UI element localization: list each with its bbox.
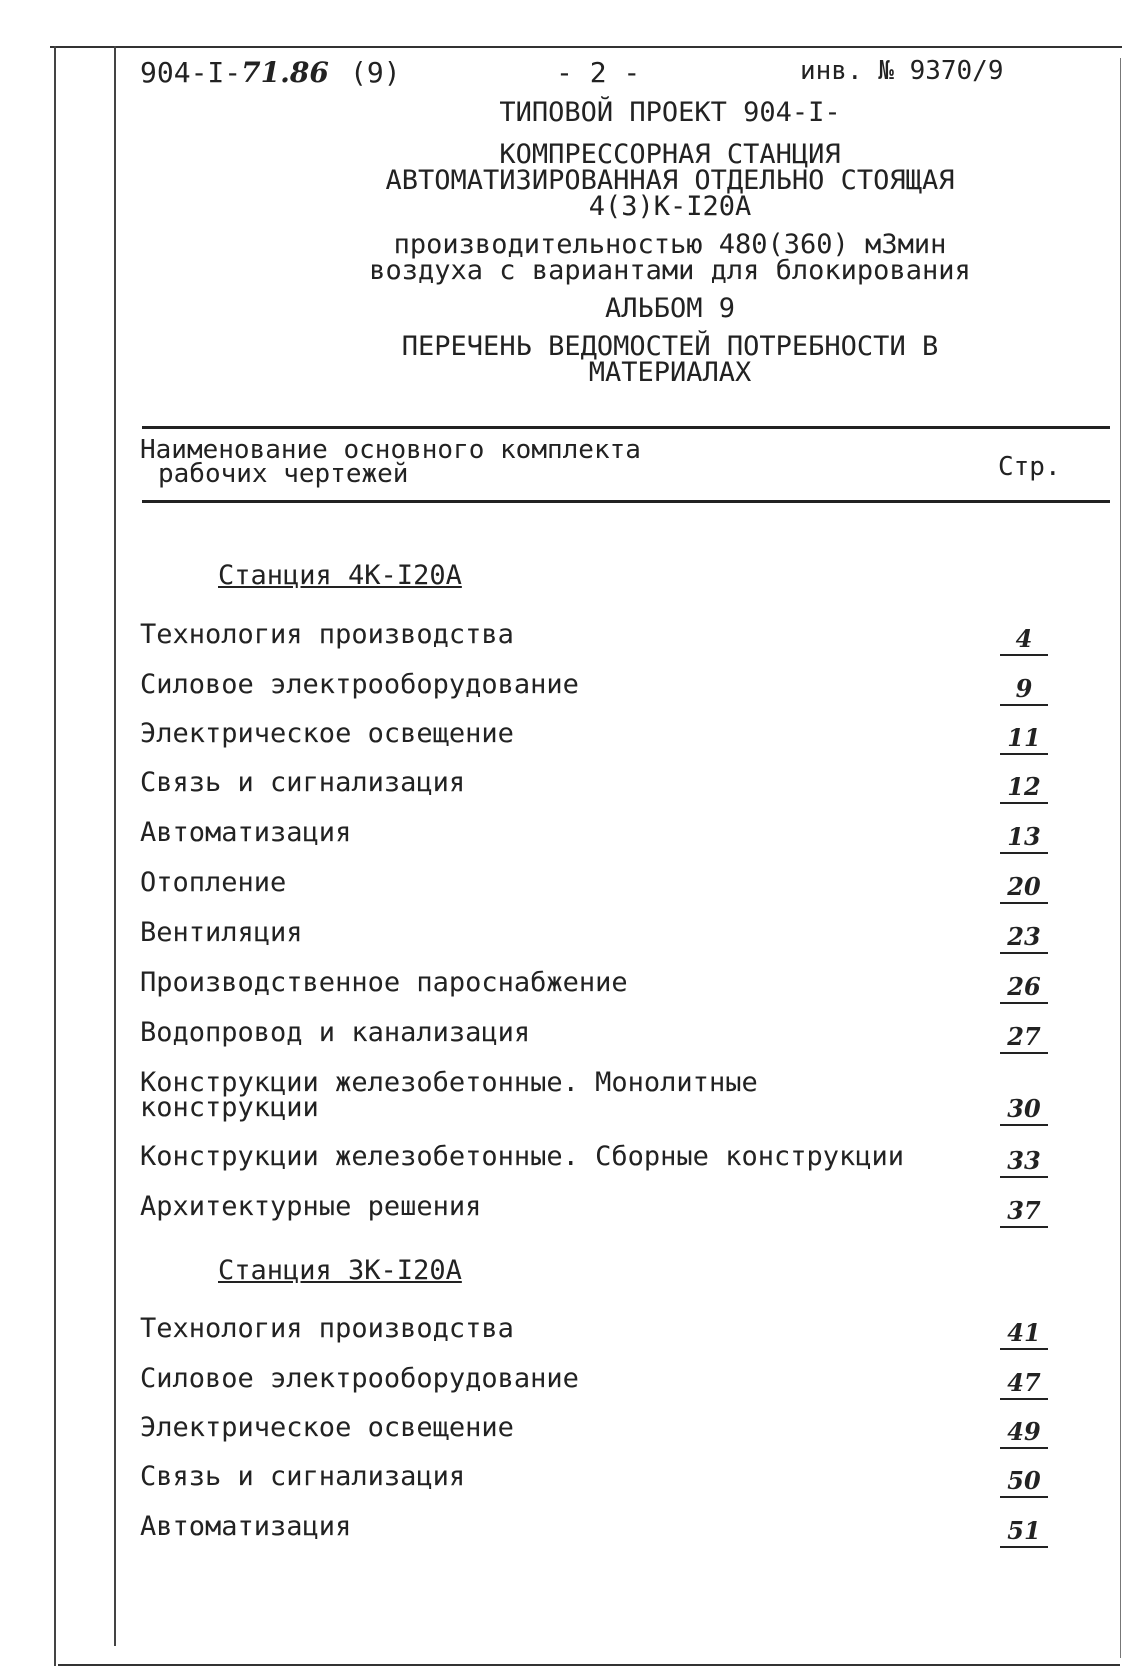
list-item: [0, 669, 1144, 716]
item-page: 12: [1000, 772, 1048, 804]
item-name: Архитектурные решения: [140, 1191, 482, 1222]
item-page: 30: [1000, 1094, 1048, 1126]
list-item: [0, 1461, 1144, 1508]
document-code-printed: 904-I-: [140, 56, 242, 89]
item-name: Электрическое освещение: [140, 718, 514, 749]
item-name-line-1: Конструкции железобетонные. Монолитные: [140, 1067, 758, 1098]
title-line-4: производительностью 480(360) м3мин: [393, 229, 947, 260]
section-title: Станция 3К-I20А: [218, 1255, 462, 1286]
list-item: [0, 1412, 1144, 1459]
list-item: [0, 917, 1144, 964]
item-name: Конструкции железобетонные. Сборные конструкции: [140, 1141, 905, 1172]
column-header-name-line-1: Наименование основного комплекта: [140, 435, 641, 465]
item-page: 4: [1000, 624, 1048, 656]
column-header-page: Стр.: [998, 452, 1061, 482]
item-name: Связь и сигнализация: [140, 767, 466, 798]
subject-line-2: МАТЕРИАЛАХ: [588, 357, 752, 388]
document-code: [140, 56, 329, 89]
item-page: 11: [1000, 723, 1048, 755]
title-line-1: КОМПРЕССОРНАЯ СТАНЦИЯ: [499, 139, 841, 170]
item-name: Автоматизация: [140, 1511, 352, 1542]
list-item: [0, 1017, 1144, 1064]
list-item: [0, 1363, 1144, 1410]
title-block: [300, 97, 1040, 388]
project-title: ТИПОВОЙ ПРОЕКТ 904-I-: [499, 97, 841, 128]
column-header-name-line-2: рабочих чертежей: [158, 459, 409, 489]
table-rule-top: [142, 426, 1110, 429]
item-page: 37: [1000, 1196, 1048, 1228]
table-rule-bottom: [142, 500, 1110, 503]
list-item: [0, 1191, 1144, 1238]
item-page: 23: [1000, 922, 1048, 954]
list-item: [0, 619, 1144, 666]
item-page: 9: [1000, 674, 1048, 706]
inventory-number: инв. № 9370/9: [800, 56, 1004, 86]
list-item: [0, 718, 1144, 765]
section-title: Станция 4К-I20А: [218, 560, 462, 591]
item-page: 47: [1000, 1368, 1048, 1400]
frame-top-line: [50, 46, 1122, 48]
list-item: [0, 867, 1144, 914]
item-name: Связь и сигнализация: [140, 1461, 466, 1492]
item-name: Силовое электрооборудование: [140, 1363, 579, 1394]
item-name: Вентиляция: [140, 917, 303, 948]
item-name: Отопление: [140, 867, 287, 898]
item-name: Электрическое освещение: [140, 1412, 514, 1443]
item-page: 51: [1000, 1516, 1048, 1548]
album-number: (9): [350, 56, 401, 89]
title-line-5: воздуха с вариантами для блокирования: [369, 255, 971, 286]
page-number: - 2 -: [556, 56, 641, 89]
album-title: АЛЬБОМ 9: [604, 293, 736, 324]
list-item: [0, 767, 1144, 814]
item-page: 49: [1000, 1417, 1048, 1449]
item-name: Автоматизация: [140, 817, 352, 848]
title-line-3: 4(3)К-I20А: [588, 191, 752, 222]
list-item: [0, 967, 1144, 1014]
item-name: Производственное пароснабжение: [140, 967, 628, 998]
item-name: Силовое электрооборудование: [140, 669, 579, 700]
title-line-2: АВТОМАТИЗИРОВАННАЯ ОТДЕЛЬНО СТОЯЩАЯ: [385, 165, 955, 196]
item-page: 26: [1000, 972, 1048, 1004]
item-page: 27: [1000, 1022, 1048, 1054]
item-page: 50: [1000, 1466, 1048, 1498]
item-page: 41: [1000, 1318, 1048, 1350]
item-page: 33: [1000, 1146, 1048, 1178]
item-name: [140, 1067, 758, 1123]
item-page: 13: [1000, 822, 1048, 854]
list-item: [0, 1313, 1144, 1360]
list-item: [0, 1067, 1144, 1140]
document-code-handwritten: 71.86: [241, 56, 329, 89]
item-name-line-2: конструкции: [140, 1092, 319, 1123]
list-item: [0, 817, 1144, 864]
item-name: Водопровод и канализация: [140, 1017, 531, 1048]
item-page: 20: [1000, 872, 1048, 904]
list-item: [0, 1511, 1144, 1558]
frame-bottom-line: [58, 1664, 1120, 1666]
column-header-name: [140, 435, 641, 489]
list-item: [0, 1141, 1144, 1188]
subject-line-1: ПЕРЕЧЕНЬ ВЕДОМОСТЕЙ ПОТРЕБНОСТИ В: [401, 331, 939, 362]
item-name: Технология производства: [140, 1313, 514, 1344]
item-name: Технология производства: [140, 619, 514, 650]
